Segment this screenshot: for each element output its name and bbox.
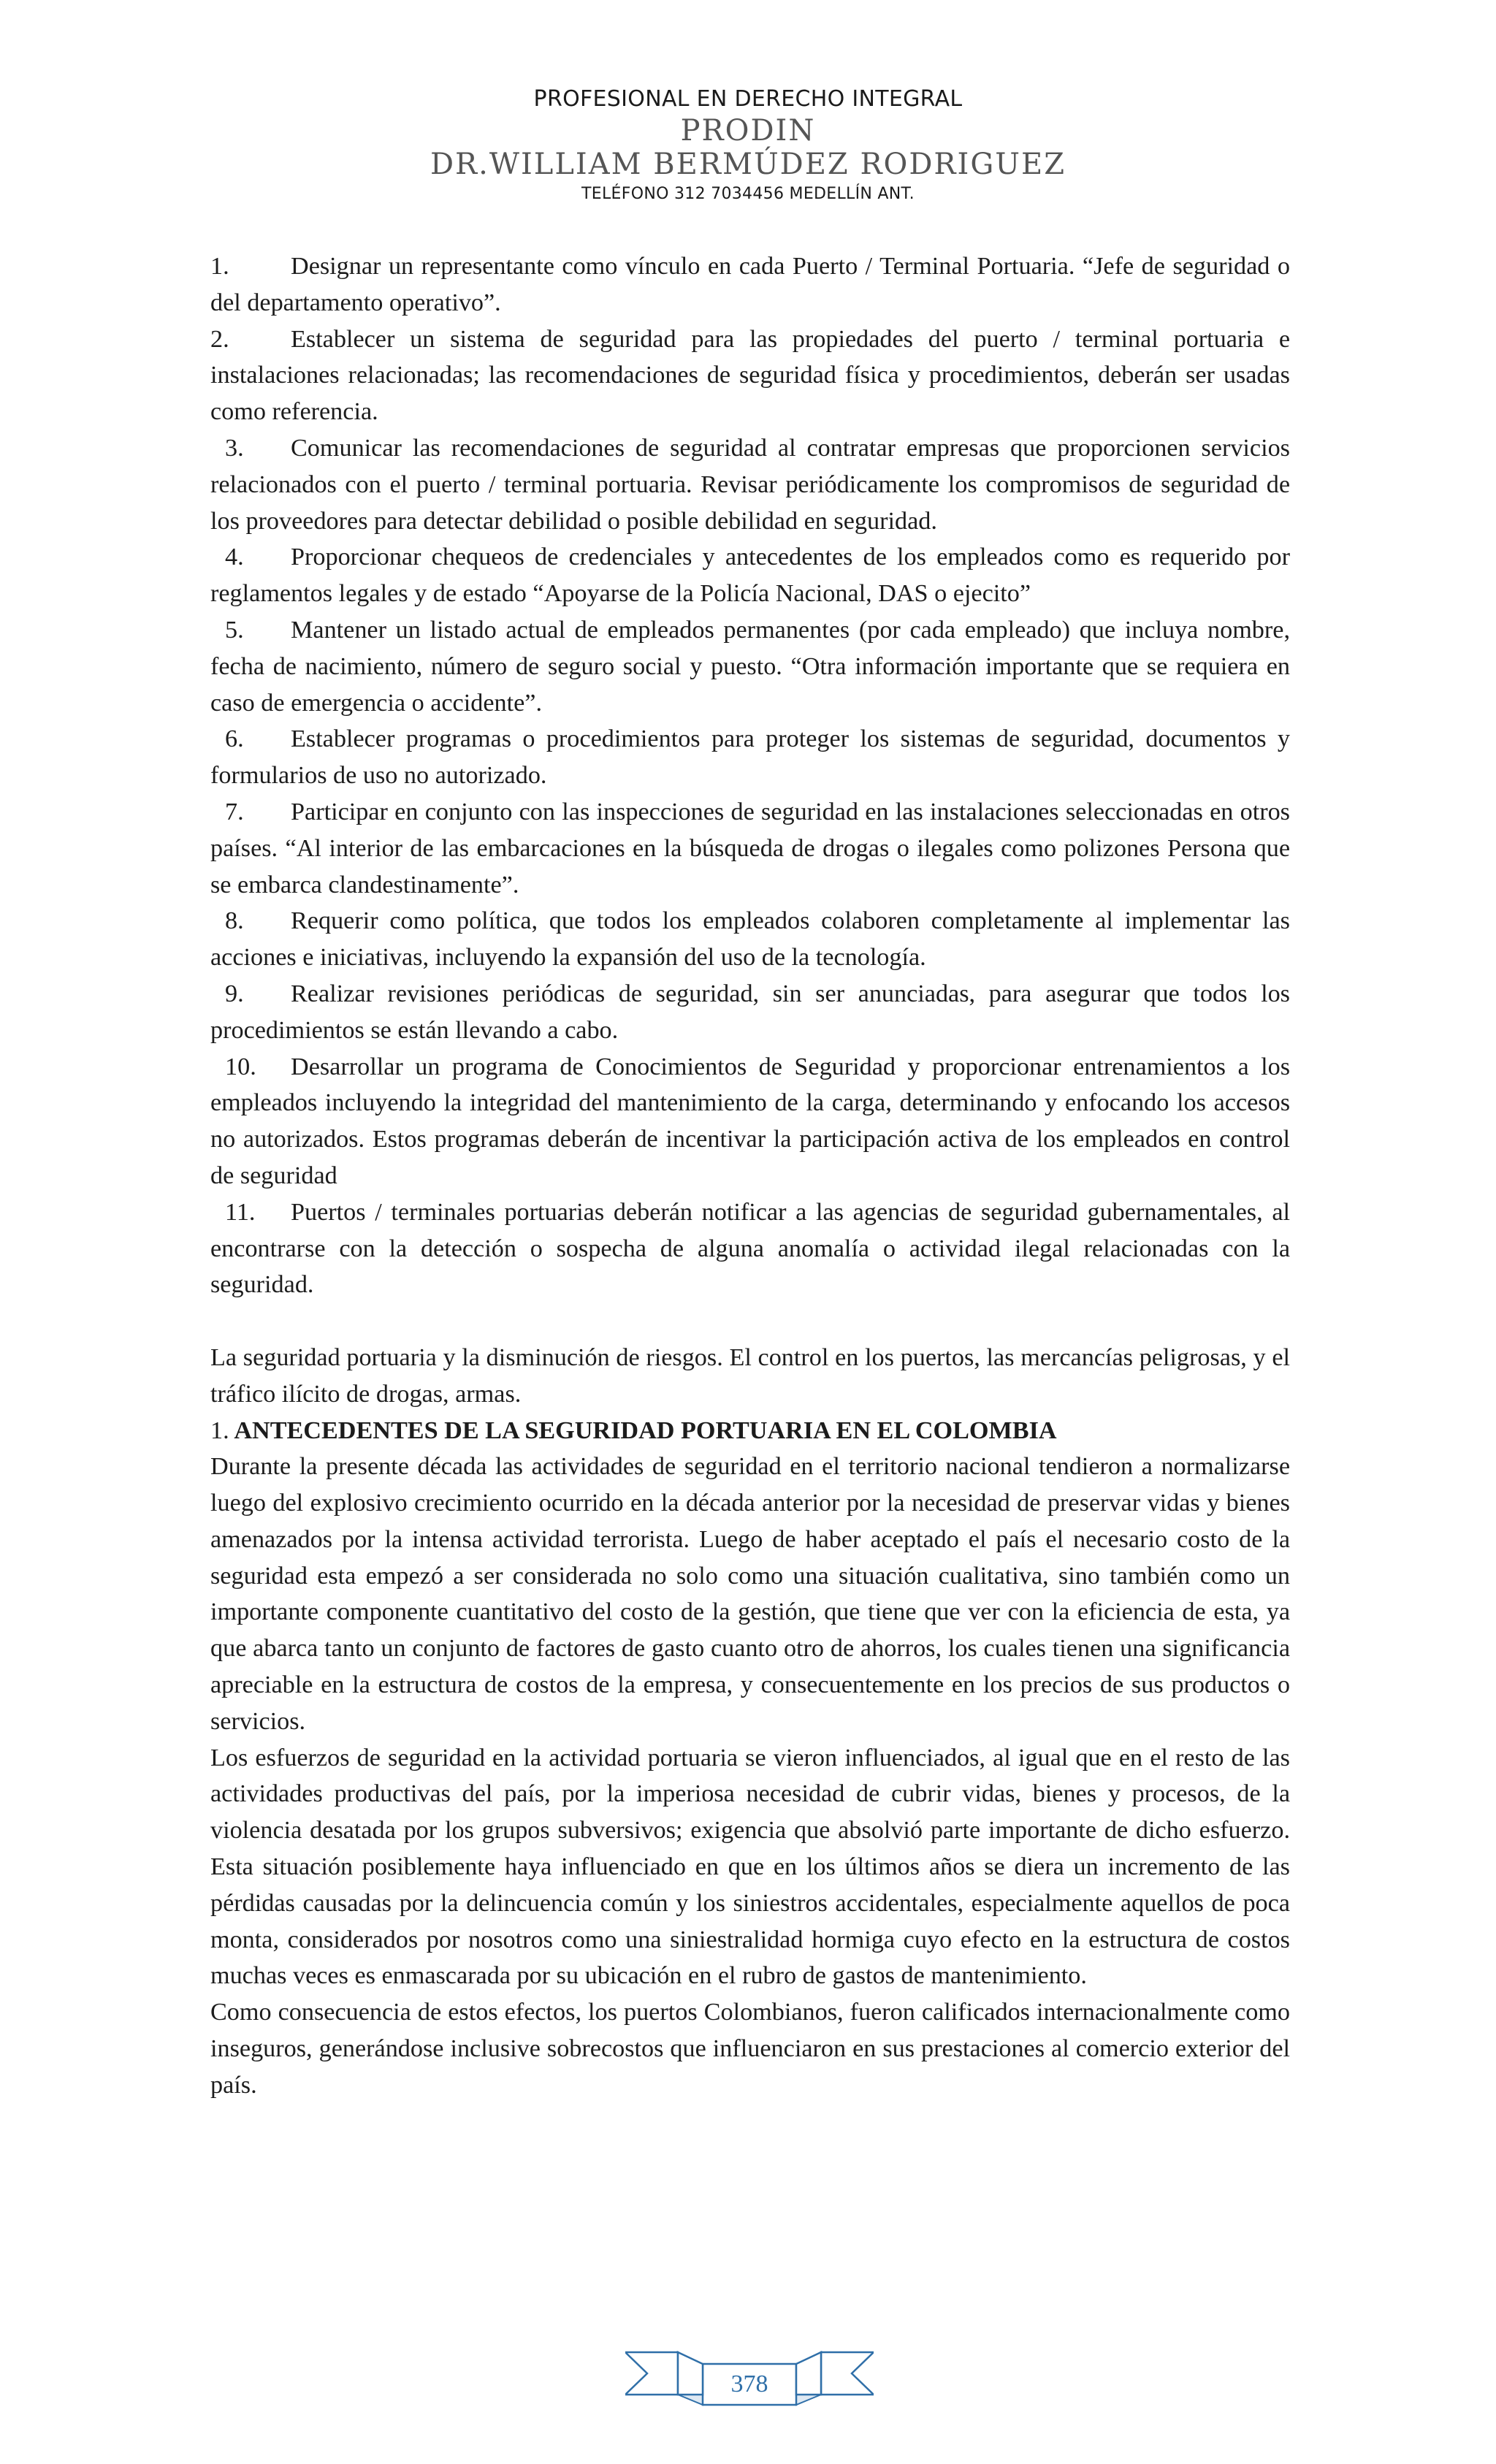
list-item: [210, 539, 1290, 612]
list-item: [210, 721, 1290, 794]
list-item: [210, 976, 1290, 1049]
page-number-ribbon: [625, 2346, 874, 2422]
list-item: [210, 612, 1290, 721]
list-item-number: 11.: [225, 1198, 256, 1226]
page-header: [0, 85, 1496, 207]
list-item-text: Mantener un listado actual de empleados permanentes (por cada empleado) que incluya nombre, fecha de nacimiento, número de seguro social y puesto. “Otra información importante que se requiera en caso de emergencia o accidente”.: [210, 616, 1290, 717]
list-item-text: Designar un representante como vínculo en cada Puerto / Terminal Portuaria. “Jefe de seguridad o del departamento operativo”.: [210, 253, 1290, 316]
list-item: [210, 794, 1290, 903]
list-item: [210, 1194, 1290, 1303]
page-body: [210, 248, 1290, 2104]
paragraph-spacer: [210, 1303, 1290, 1340]
list-item-text: Establecer programas o procedimientos para proteger los sistemas de seguridad, documentos y formularios de uso no autorizado.: [210, 725, 1290, 790]
list-item-text: Proporcionar chequeos de credenciales y antecedentes de los empleados como es requerido por reglamentos legales y de estado “Apoyarse de la Policía Nacional, DAS o ejecito”: [210, 543, 1290, 608]
intro-paragraph: La seguridad portuaria y la disminución de riesgos. El control en los puertos, las mercancías peligrosas, y el tráfico ilícito de drogas, armas.: [210, 1343, 1290, 1408]
list-item-number: 9.: [225, 980, 244, 1007]
list-item-number: 6.: [225, 725, 244, 753]
list-item: [210, 903, 1290, 976]
list-item-number: 4.: [225, 543, 244, 571]
header-profession: PROFESIONAL EN DERECHO INTEGRAL: [533, 86, 963, 112]
list-item-number: 5.: [225, 616, 244, 644]
list-item-text: Requerir como política, que todos los empleados colaboren completamente al implementar las acciones e iniciativas, incluyendo la expansión del uso de la tecnología.: [210, 907, 1290, 972]
list-item-text: Establecer un sistema de seguridad para las propiedades del puerto / terminal portuaria e instalaciones relacionadas; las recomendaciones de seguridad física y procedimientos, deberán ser usadas como referencia.: [210, 325, 1290, 426]
list-item-number: 8.: [225, 907, 244, 935]
list-item: [210, 1049, 1290, 1194]
list-item-number: 10.: [225, 1053, 256, 1080]
list-item: [210, 430, 1290, 539]
list-item-number: 7.: [225, 798, 244, 825]
header-author: DR.WILLIAM BERMÚDEZ RODRIGUEZ: [430, 148, 1066, 181]
header-contact: TELÉFONO 312 7034456 MEDELLÍN ANT.: [581, 185, 915, 203]
section-number: 1.: [210, 1416, 229, 1444]
list-item-text: Participar en conjunto con las inspecciones de seguridad en las instalaciones seleccionadas en otros países. “Al interior de las embarcaciones en la búsqueda de drogas o ilegales como polizones Persona que se embarca clandestinamente”.: [210, 798, 1290, 899]
list-item: [210, 248, 1290, 321]
body-paragraph: Durante la presente década las actividades de seguridad en el territorio nacional tendieron a normalizarse luego del explosivo crecimiento ocurrido en la década anterior por la necesidad de preservar vidas y bienes amenazados por la intensa actividad terrorista. Luego de haber aceptado el país el necesario costo de la seguridad esta empezó a ser considerada no solo como una situación cualitativa, sino también como un importante componente cuantitativo del costo de la gestión, que tiene que ver con la eficiencia de esta, ya que abarca tanto un conjunto de factores de gasto cuanto otro de ahorros, los cuales tienen una significancia apreciable en la estructura de costos de la empresa, y consecuentemente en los precios de sus productos o servicios.: [210, 1453, 1290, 1735]
list-item-number: 3.: [225, 434, 244, 462]
list-item-number: 1.: [210, 253, 229, 280]
list-item-text: Realizar revisiones periódicas de seguridad, sin ser anunciadas, para asegurar que todos los procedimientos se están llevando a cabo.: [210, 980, 1290, 1044]
list-item-number: 2.: [210, 325, 229, 353]
section-title: ANTECEDENTES DE LA SEGURIDAD PORTUARIA EN EL COLOMBIA: [234, 1416, 1057, 1444]
list-item: [210, 321, 1290, 430]
body-paragraph: Como consecuencia de estos efectos, los puertos Colombianos, fueron calificados internacionalmente como inseguros, generándose inclusive sobrecostos que influenciaron en sus prestaciones al comercio exterior del país.: [210, 1999, 1290, 2099]
page-number: 378: [730, 2370, 768, 2398]
body-paragraph: Los esfuerzos de seguridad en la actividad portuaria se vieron influenciados, al igual que en el resto de las actividades productivas del país, por la imperiosa necesidad de cubrir vidas, bienes y procesos, de la violencia desatada por los grupos subversivos; exigencia que absolvió parte importante de dicho esfuerzo. Esta situación posiblemente haya influenciado en que en los últimos años se diera un incremento de las pérdidas causadas por la delincuencia común y los siniestros accidentales, especialmente aquellos de poca monta, considerados por nosotros como una siniestralidad hormiga cuyo efecto en la estructura de costos muchas veces es enmascarada por su ubicación en el rubro de gastos de mantenimiento.: [210, 1744, 1290, 1990]
list-item-text: Desarrollar un programa de Conocimientos de Seguridad y proporcionar entrenamientos a los empleados incluyendo la integridad del mantenimiento de la carga, determinando y enfocando los accesos no autorizados. Estos programas deberán de incentivar la participación activa de los empleados en control de seguridad: [210, 1053, 1290, 1189]
list-item-text: Comunicar las recomendaciones de seguridad al contratar empresas que proporcionen servicios relacionados con el puerto / terminal portuaria. Revisar periódicamente los compromisos de seguridad de los proveedores para detectar debilidad o posible debilidad en seguridad.: [210, 434, 1290, 535]
section-heading: [210, 1413, 1290, 1449]
list-item-text: Puertos / terminales portuarias deberán notificar a las agencias de seguridad gubernamentales, al encontrarse con la detección o sospecha de alguna anomalía o actividad ilegal relacionadas con la seguridad.: [210, 1198, 1290, 1299]
header-brand: PRODIN: [680, 114, 816, 148]
